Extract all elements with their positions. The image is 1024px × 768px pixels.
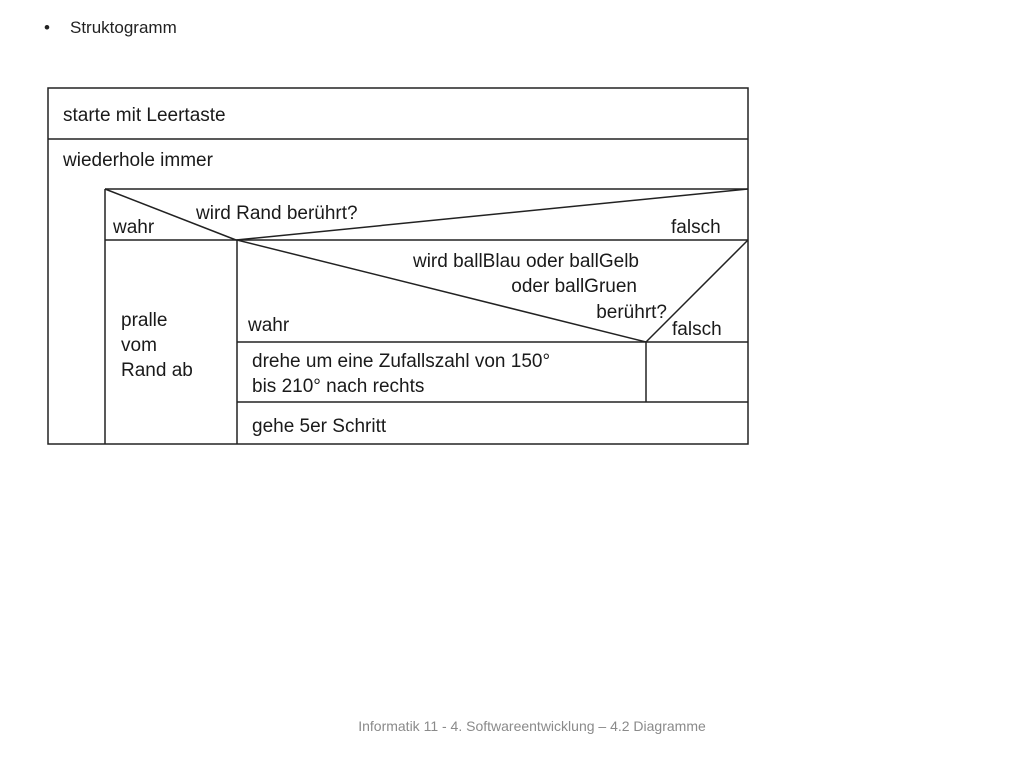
condition1-false-label: falsch (671, 217, 721, 238)
condition2-question-line-3: berührt? (596, 302, 667, 323)
after-condition-block-text: gehe 5er Schritt (252, 416, 387, 437)
slide-footer: Informatik 11 - 4. Softwareentwicklung – 4.2 Diagramme (358, 718, 706, 734)
condition2-question-line-1: wird ballBlau oder ballGelb (412, 251, 639, 272)
condition2-true-branch-line-1: drehe um eine Zufallszahl von 150° (252, 351, 551, 372)
condition2-false-label: falsch (672, 319, 722, 340)
condition2-question-line-2: oder ballGruen (511, 276, 637, 297)
condition2-true-branch-line-2: bis 210° nach rechts (252, 376, 425, 397)
condition2-true-label: wahr (248, 315, 290, 336)
condition1-question: wird Rand berührt? (196, 203, 358, 224)
bullet-text: Struktogramm (70, 18, 177, 37)
bullet-dot: • (44, 18, 50, 37)
loop-block-text: wiederhole immer (63, 150, 213, 171)
condition1-true-branch-line-2: vom (121, 335, 157, 356)
condition1-true-branch-line-1: pralle (121, 310, 168, 331)
start-block-text: starte mit Leertaste (63, 105, 226, 126)
condition1-true-branch-line-3: Rand ab (121, 360, 193, 381)
condition1-true-label: wahr (113, 217, 155, 238)
